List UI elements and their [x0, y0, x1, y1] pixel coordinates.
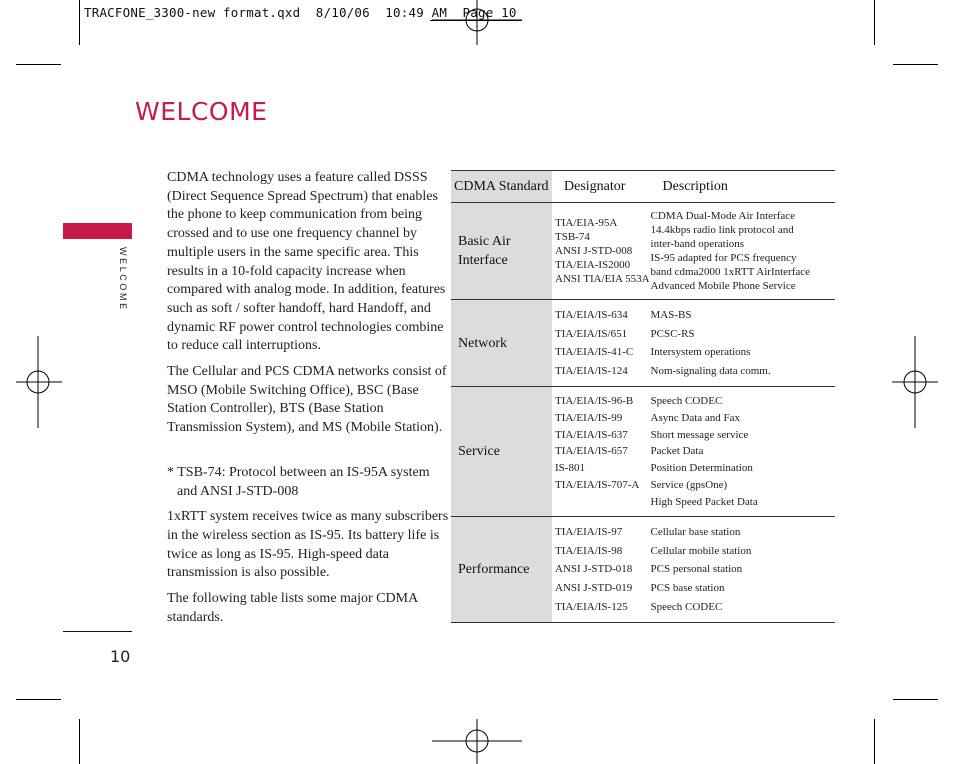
crop-mark-bottom-left-vertical	[79, 719, 80, 764]
registration-mark-left	[16, 336, 62, 428]
body-text	[167, 169, 449, 634]
designator: TIA/EIA/IS-657	[555, 445, 628, 458]
designator: TIA/EIA/IS-98	[555, 544, 623, 557]
column-header-description: Description	[651, 171, 835, 203]
description: Intersystem operations	[650, 346, 751, 359]
description: Packet Data	[650, 445, 704, 458]
description: IS-95 adapted for PCS frequency	[650, 252, 797, 264]
description: Speech CODEC	[650, 395, 723, 408]
designator: TIA/EIA/IS-97	[555, 526, 623, 539]
description: MAS-BS	[650, 309, 692, 321]
designator: TIA/EIA/IS-41-C	[555, 346, 634, 359]
print-slug: TRACFONE_3300-new format.qxd 8/10/06 10:49 AM Page 10	[84, 5, 517, 20]
designator: TIA/EIA/IS-96-B	[555, 395, 634, 408]
description: 14.4kbps radio link protocol and	[650, 224, 794, 236]
designator: ANSI TIA/EIA 553A	[555, 273, 650, 285]
column-header-designator: Designator	[552, 171, 651, 203]
paragraph: CDMA technology uses a feature called DSSS (Direct Sequence Spread Spectrum) that enables the phone to keep communication from being crossed and to use one frequency channel by multiple users in the same specific area. This results in a 10-fold capacity increase when compared with analog mode. In addition, features such as soft / softer handoff, hard Handoff, and dynamic RF power control technologies combine to reduce call interruptions.	[167, 170, 446, 354]
designator: TSB-74	[555, 231, 590, 243]
category-cell	[451, 387, 552, 517]
description: PCSC-RS	[650, 327, 695, 340]
designator: TIA/EIA/IS-125	[555, 600, 628, 613]
designator: ANSI J-STD-008	[555, 245, 633, 257]
designator: TIA/EIA/IS-124	[555, 364, 628, 377]
page-number: 10	[110, 647, 131, 666]
description: inter-band operations	[650, 238, 745, 250]
designator: TIA/EIA-95A	[555, 217, 618, 229]
designator: TIA/EIA/IS-707-A	[555, 478, 640, 491]
designator-spacer	[555, 494, 650, 511]
crop-mark-bottom-left-horizontal	[16, 699, 61, 700]
description: Nom-signaling data comm.	[650, 364, 771, 377]
designator: TIA/EIA/IS-634	[555, 309, 628, 321]
crop-mark-bottom-right-horizontal	[893, 699, 938, 700]
description-cell	[651, 203, 835, 300]
description: PCS base station	[650, 582, 725, 595]
designator: ANSI J-STD-019	[555, 582, 633, 595]
category-cell	[451, 517, 552, 623]
category-cell	[451, 203, 552, 300]
designator: TIA/EIA/IS/651	[555, 327, 628, 340]
designator: ANSI J-STD-018	[555, 563, 633, 576]
description: Cellular mobile station	[650, 544, 752, 557]
designator: TIA/EIA/IS-637	[555, 428, 628, 441]
designator-cell	[552, 387, 651, 517]
section-tab-marker	[63, 223, 132, 239]
description: Advanced Mobile Phone Service	[650, 280, 796, 292]
crop-mark-top-right-horizontal	[893, 64, 938, 65]
crop-mark-top-left-horizontal	[16, 64, 61, 65]
category-cell	[451, 300, 552, 387]
table-row	[451, 517, 835, 623]
crop-mark-top-right-vertical	[874, 0, 875, 45]
table-row	[451, 300, 835, 387]
crop-mark-bottom-right-vertical	[874, 719, 875, 764]
designator-cell	[552, 203, 651, 300]
registration-mark-bottom	[432, 719, 522, 764]
description: High Speed Packet Data	[650, 495, 758, 508]
description: Position Determination	[650, 462, 753, 475]
category-label: Service	[458, 444, 500, 460]
footnote: * TSB-74: Protocol between an IS-95A system and ANSI J-STD-008	[167, 464, 430, 499]
description: CDMA Dual-Mode Air Interface	[650, 210, 796, 222]
description: Async Data and Fax	[650, 412, 741, 425]
description-cell	[651, 387, 835, 517]
paragraph: 1xRTT system receives twice as many subscribers in the wireless section as IS-95. Its battery life is twice as long as IS-95. High-speed data transmission is also possible.	[167, 509, 449, 581]
description: PCS personal station	[650, 563, 743, 576]
designator: IS-801	[555, 462, 585, 475]
crop-mark-top-left-vertical	[79, 0, 80, 45]
description: band cdma2000 1xRTT AirInterface	[650, 266, 811, 278]
column-header-standard: CDMA Standard	[451, 171, 552, 203]
description: Service (gpsOne)	[650, 478, 728, 491]
description-cell	[651, 300, 835, 387]
category-label: Performance	[458, 562, 530, 578]
designator-cell	[552, 517, 651, 623]
table-header-row	[451, 171, 835, 203]
designator: TIA/EIA/IS-99	[555, 412, 623, 425]
description: Speech CODEC	[650, 600, 723, 613]
table-row	[451, 203, 835, 300]
table-row	[451, 387, 835, 517]
registration-mark-right	[892, 336, 938, 428]
section-side-label: WELCOME	[118, 247, 128, 312]
page-title: WELCOME	[135, 97, 268, 126]
designator-cell	[552, 300, 651, 387]
description: Cellular base station	[650, 526, 741, 539]
description: Short message service	[650, 428, 749, 441]
paragraph: The following table lists some major CDMA standards.	[167, 591, 418, 625]
description-cell	[651, 517, 835, 623]
category-label: Basic Air Interface	[458, 234, 511, 268]
registration-mark-top	[432, 0, 522, 45]
paragraph: The Cellular and PCS CDMA networks consist of MSO (Mobile Switching Office), BSC (Base Station Controller), BTS (Base Station Transmission System), and MS (Mobile Station).	[167, 364, 447, 436]
cdma-standards-table	[451, 170, 835, 623]
footer-rule	[63, 631, 132, 632]
category-label: Network	[458, 335, 507, 351]
designator: TIA/EIA-IS2000	[555, 259, 631, 271]
